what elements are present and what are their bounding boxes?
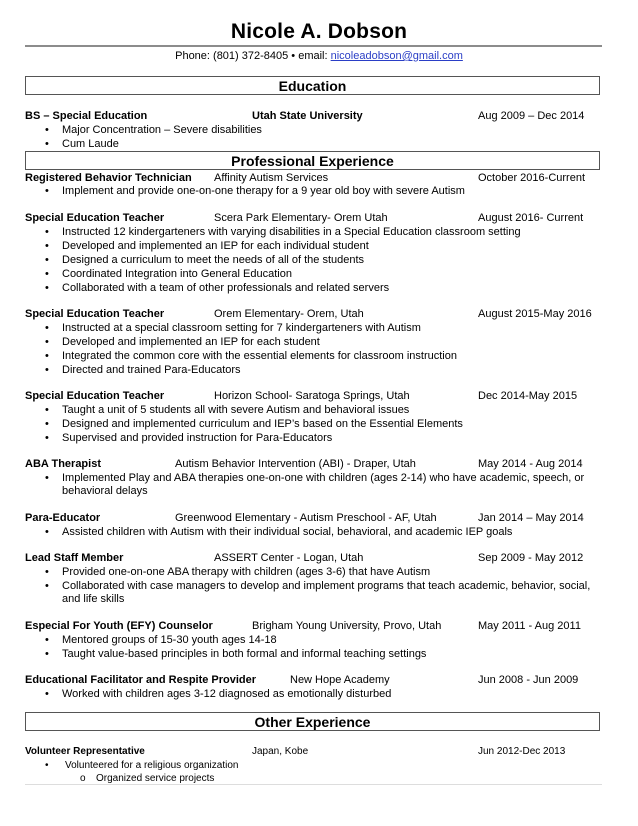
job-org: Affinity Autism Services (214, 172, 329, 184)
education-degree: BS – Special Education (25, 110, 148, 122)
job-role: Special Education Teacher (25, 390, 165, 402)
job-org: Orem Elementary- Orem, Utah (214, 308, 364, 320)
job-dates: May 2011 - Aug 2011 (478, 620, 581, 632)
contact-phone: Phone: (801) 372-8405 • email: (175, 50, 331, 62)
job-role: Special Education Teacher (25, 212, 165, 224)
job-dates: Dec 2014-May 2015 (478, 390, 578, 402)
email-link[interactable]: nicoleadobson@gmail.com (330, 50, 463, 62)
job-dates: May 2014 - Aug 2014 (478, 458, 583, 470)
job-role: Especial For Youth (EFY) Counselor (25, 620, 213, 632)
education-dates: Aug 2009 – Dec 2014 (478, 110, 585, 122)
page-cutoff (25, 784, 602, 785)
job-role: ABA Therapist (25, 458, 101, 470)
job-org: Greenwood Elementary - Autism Preschool - AF, Utah (175, 512, 437, 524)
contact-line (0, 50, 638, 62)
education-school: Utah State University (252, 110, 363, 122)
job-org: Autism Behavior Intervention (ABI) - Draper, Utah (175, 458, 416, 470)
job-org: Horizon School- Saratoga Springs, Utah (214, 390, 410, 402)
section-other-experience: Other Experience (25, 712, 600, 731)
job-role: Special Education Teacher (25, 308, 165, 320)
job-org: ASSERT Center - Logan, Utah (214, 552, 364, 564)
job-dates: Sep 2009 - May 2012 (478, 552, 584, 564)
job-role: Registered Behavior Technician (25, 172, 192, 184)
job-role: Para-Educator (25, 512, 101, 524)
job-org: New Hope Academy (290, 674, 390, 686)
job-dates: August 2016- Current (478, 212, 584, 224)
job-role: Educational Facilitator and Respite Provider (25, 674, 257, 686)
job-org: Brigham Young University, Provo, Utah (252, 620, 442, 632)
resume-name: Nicole A. Dobson (230, 20, 408, 43)
job-dates: October 2016-Current (478, 172, 585, 184)
job-role: Volunteer Representative (25, 746, 145, 757)
job-role: Lead Staff Member (25, 552, 124, 564)
job-org: Scera Park Elementary- Orem Utah (214, 212, 388, 224)
header-divider (25, 45, 602, 47)
section-education: Education (25, 76, 600, 95)
job-org: Japan, Kobe (252, 746, 309, 757)
job-dates: Jan 2014 – May 2014 (478, 512, 584, 524)
job-dates: August 2015-May 2016 (478, 308, 592, 320)
job-dates: Jun 2012-Dec 2013 (478, 746, 566, 757)
section-professional-experience: Professional Experience (25, 151, 600, 170)
job-dates: Jun 2008 - Jun 2009 (478, 674, 579, 686)
